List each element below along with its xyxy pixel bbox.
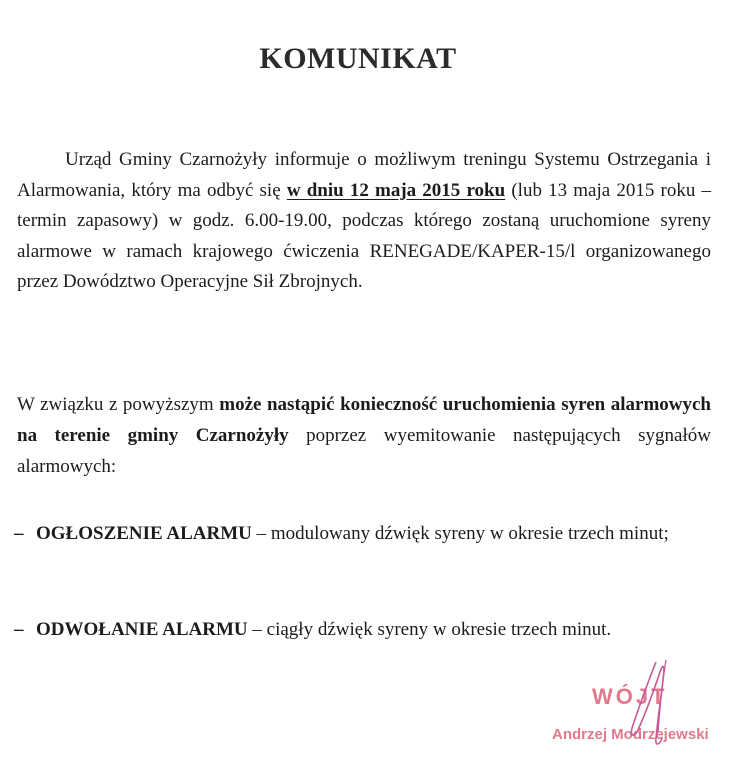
announcement-paragraph [17, 145, 711, 298]
paragraph-rest: poprzez wyemitowanie następujących sygnałów alarmowych: [17, 425, 711, 477]
dash-bullet: – [14, 523, 24, 544]
date-highlight: w dniu 12 maja 2015 roku [286, 179, 506, 201]
paragraph-intro: W związku z powyższym [17, 394, 220, 415]
official-stamp [548, 656, 728, 756]
signal-item-alarm [14, 517, 714, 550]
signal-name: ODWOŁANIE ALARMU [36, 619, 248, 640]
paragraph-intro: Urząd Gminy Czarnożyły informuje o możliwym treningu Systemu Ostrzegania i Alarmowania, który ma odbyć się [17, 149, 711, 201]
bold-warning: może nastąpić konieczność uruchomienia syren alarmowych na terenie gminy Czarnożyły [17, 394, 712, 446]
paragraph-rest: (lub 13 maja 2015 roku – termin zapasowy) w godz. 6.00-19.00, podczas którego zostaną uruchomione syreny alarmowe w ramach krajowego ćwiczenia RENEGADE/KAPER-15/l organizowanego przez Dowództwo Operacyjne Sił Zbrojnych. [17, 179, 711, 292]
handwritten-signature [618, 656, 688, 751]
stamp-title: WÓJT [592, 684, 668, 709]
signal-description: – ciągły dźwięk syreny w okresie trzech minut. [247, 619, 612, 640]
stamp-name: Andrzej Modrzejewski [552, 726, 709, 743]
page-title: KOMUNIKAT [259, 42, 457, 75]
dash-bullet: – [14, 619, 24, 640]
signal-description: – modulowany dźwięk syreny w okresie trzech minut; [251, 523, 669, 544]
signal-item-cancel [14, 613, 714, 646]
signal-name: OGŁOSZENIE ALARMU [36, 523, 252, 544]
warning-paragraph [17, 389, 711, 482]
